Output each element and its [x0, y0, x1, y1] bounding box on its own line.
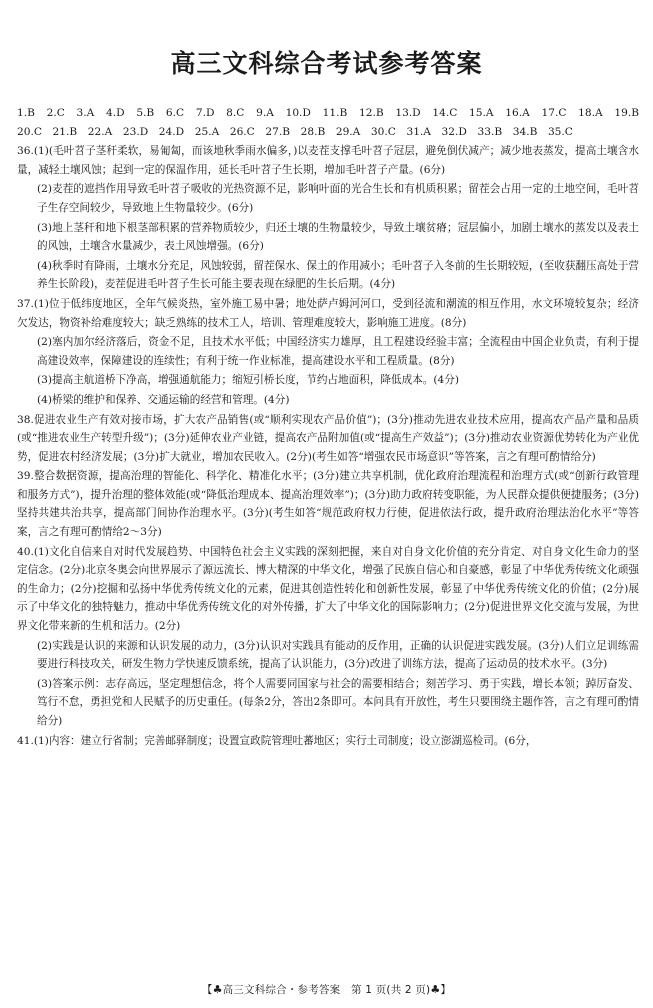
- answer-text: (1)内容：建立行省制；完善邮驿制度；设置宣政院管理吐蕃地区；实行土司制度；设立澎湖巡检司。(6分，: [33, 734, 537, 747]
- question-part: [17, 295, 639, 332]
- answer-text: (1)(毛叶苕子茎秆柔软，易匍匐，而该地秋季雨水偏多，)以麦茬支撑毛叶苕子冠层，避免倒伏减产；减少地表蒸发，提高土壤含水量，减轻土壤风蚀；起到一定的保温作用，延长毛叶苕子生长期，增加毛叶苕子产量。(6分): [17, 145, 639, 176]
- question-part: [17, 257, 639, 294]
- question-part: [17, 142, 639, 179]
- question-part: [17, 732, 639, 751]
- question-part: [17, 391, 639, 410]
- question-part: [17, 180, 639, 217]
- multiple-choice-answers: 1.B 2.C 3.A 4.D 5.B 6.C 7.D 8.C 9.A 10.D 11.B 12.B 13.D 14.C 15.A 16.A 17.C 18.A 19.B 20.C 21.B 22.A 23.D 24.D 25.A 26.C 27.B 28.B 29.A 30.C 31.A 32.D 33.B 34.B 35.C: [17, 107, 650, 138]
- answer-text: (1)位于低纬度地区，全年气候炎热，室外施工易中暑；地处萨卢姆河河口，受到径流和潮流的相互作用，水文环境较复杂；经济欠发达，物资补给难度较大；缺乏熟练的技术工人，培训、管理难度较大，影响施工进度。(8分): [17, 297, 639, 329]
- question-part: [17, 637, 639, 674]
- answer-text: (2)实践是认识的来源和认识发展的动力，(3分)认识对实践具有能动的反作用，正确的认识促进实践发展。(3分)人们立足训练需要进行科技攻关，研发生物力学快速反馈系统，提高了认识能力，(3分)改进了训练方法，提高了运动员的技术水平。(3分): [37, 639, 639, 671]
- answer-text: (2)塞内加尔经济落后，资金不足，且技术水平低；中国经济实力雄厚，且工程建设经验丰富；全流程由中国企业负责，有利于提高建设效率，保障建设的连续性；有利于统一作业标准，提高建设水平和工程质量。(8分): [37, 336, 639, 367]
- footer-bracket-open: 【: [201, 984, 213, 996]
- question-number: 38.: [17, 413, 34, 426]
- answer-text: 整合数据资源，提高治理的智能化、科学化、精准化水平；(3分)建立共享机制，优化政府治理流程和治理方式(或“创新行政管理和服务方式”)，提升治理的整体效能(或“降低治理成本、提高治理效率”)；(3分)助力政府转变职能，为人民群众提供便捷服务；(3分)坚持共建共治共享，提高部门间协作治理水平。(3分)(考生如答“规范政府权力行使，促进依法行政，提升政府治理法治化水平”等答案，言之有理可酌情给2～3分): [17, 470, 639, 539]
- page-title: 高三文科综合考试参考答案: [170, 49, 483, 78]
- question-number: 39.: [17, 470, 34, 483]
- question-number: 37.: [17, 297, 34, 310]
- answer-text: (3)提高主航道桥下净高，增强通航能力；缩短引桥长度，节约占地面积，降低成本。(4分): [37, 374, 459, 387]
- question-part: [17, 219, 639, 256]
- question-part: [17, 675, 639, 731]
- question-part: [17, 467, 639, 541]
- club-icon: ♣: [212, 983, 223, 996]
- answer-content: [17, 104, 650, 751]
- question-part: [17, 543, 639, 636]
- question-part: [17, 371, 639, 390]
- question-part: [17, 411, 639, 467]
- question-number: 36.: [17, 145, 34, 158]
- answer-text: (4)秋季时有降雨，土壤水分充足，风蚀较弱，留茬保水、保土的作用减小；毛叶苕子入冬前的生长期较短，(至收获翻压高处于营养生长阶段)，麦茬促进毛叶苕子生长可能主要表现在绿肥的生长后期。(4分): [37, 259, 639, 291]
- club-icon: ♣: [430, 983, 441, 996]
- page-footer: [0, 982, 653, 997]
- footer-text: 高三文科综合・参考答案 第 1 页(共 2 页): [222, 984, 431, 996]
- answer-text: (2)麦茬的遮挡作用导致毛叶苕子吸收的光热资源不足，影响叶面的光合生长和有机质积累；留茬会占用一定的土地空间，毛叶苕子生存空间较少，导致地上生物量较少。(6分): [37, 183, 639, 214]
- answer-text: (1)文化自信来自对时代发展趋势、中国特色社会主义实践的深刻把握，来自对自身文化价值的充分肯定、对自身文化生命力的坚定信念。(2分)北京冬奥会向世界展示了源远流长、博大精深的中华文化，增强了民族自信心和自豪感，彰显了中华优秀传统文化顽强的生命力；(2分)挖掘和弘扬中华优秀传统文化的元素，促进其创造性转化和创新性发展，彰显了中华优秀传统文化的价值；(2分)展示了中华文化的独特魅力，推动中华优秀传统文化的对外传播，扩大了中华文化的国际影响力；(2分)促进世界文化交流与发展，为世界文化带来新的生机和活力。(2分): [17, 545, 639, 633]
- question-part: [17, 333, 639, 370]
- question-list: [17, 142, 639, 750]
- answer-text: (3)地上茎秆和地下根茎部积累的营养物质较少，归还土壤的生物量较少，导致土壤贫瘠；冠层偏小，加剧土壤水的蒸发以及表土的风蚀，土壤含水量减少，表土风蚀增强。(6分): [37, 221, 639, 253]
- answer-text: (4)桥梁的维护和保养、交通运输的经营和管理。(4分): [37, 393, 290, 406]
- answer-text: 促进农业生产有效对接市场，扩大农产品销售(或“顺利实现农产品价值”)；(3分)推动先进农业技术应用，提高农产品产量和品质(或“推进农业生产转型升级”)；(3分)延伸农业产业链，提高农产品附加值(或“提高生产效益”)；(3分)推动农业资源优势转化为产业优势，促进农村经济发展；(3分)扩大就业，增加农民收入。(2分)(考生如答“增强农民市场意识”等答案，言之有理可酌情给分): [17, 413, 639, 463]
- answer-text: (3)答案示例：志存高远，坚定理想信念，将个人需要同国家与社会的需要相结合；刻苦学习、勇于实践，增长本领；踔厉奋发、笃行不怠，勇担党和人民赋予的历史重任。(每条2分，答出2条即可。本问具有开放性，考生只要围绕主题作答，言之有理可酌情给分): [37, 677, 639, 727]
- footer-bracket-close: 】: [440, 984, 452, 996]
- question-number: 40.: [17, 545, 34, 558]
- question-number: 41.: [17, 734, 34, 747]
